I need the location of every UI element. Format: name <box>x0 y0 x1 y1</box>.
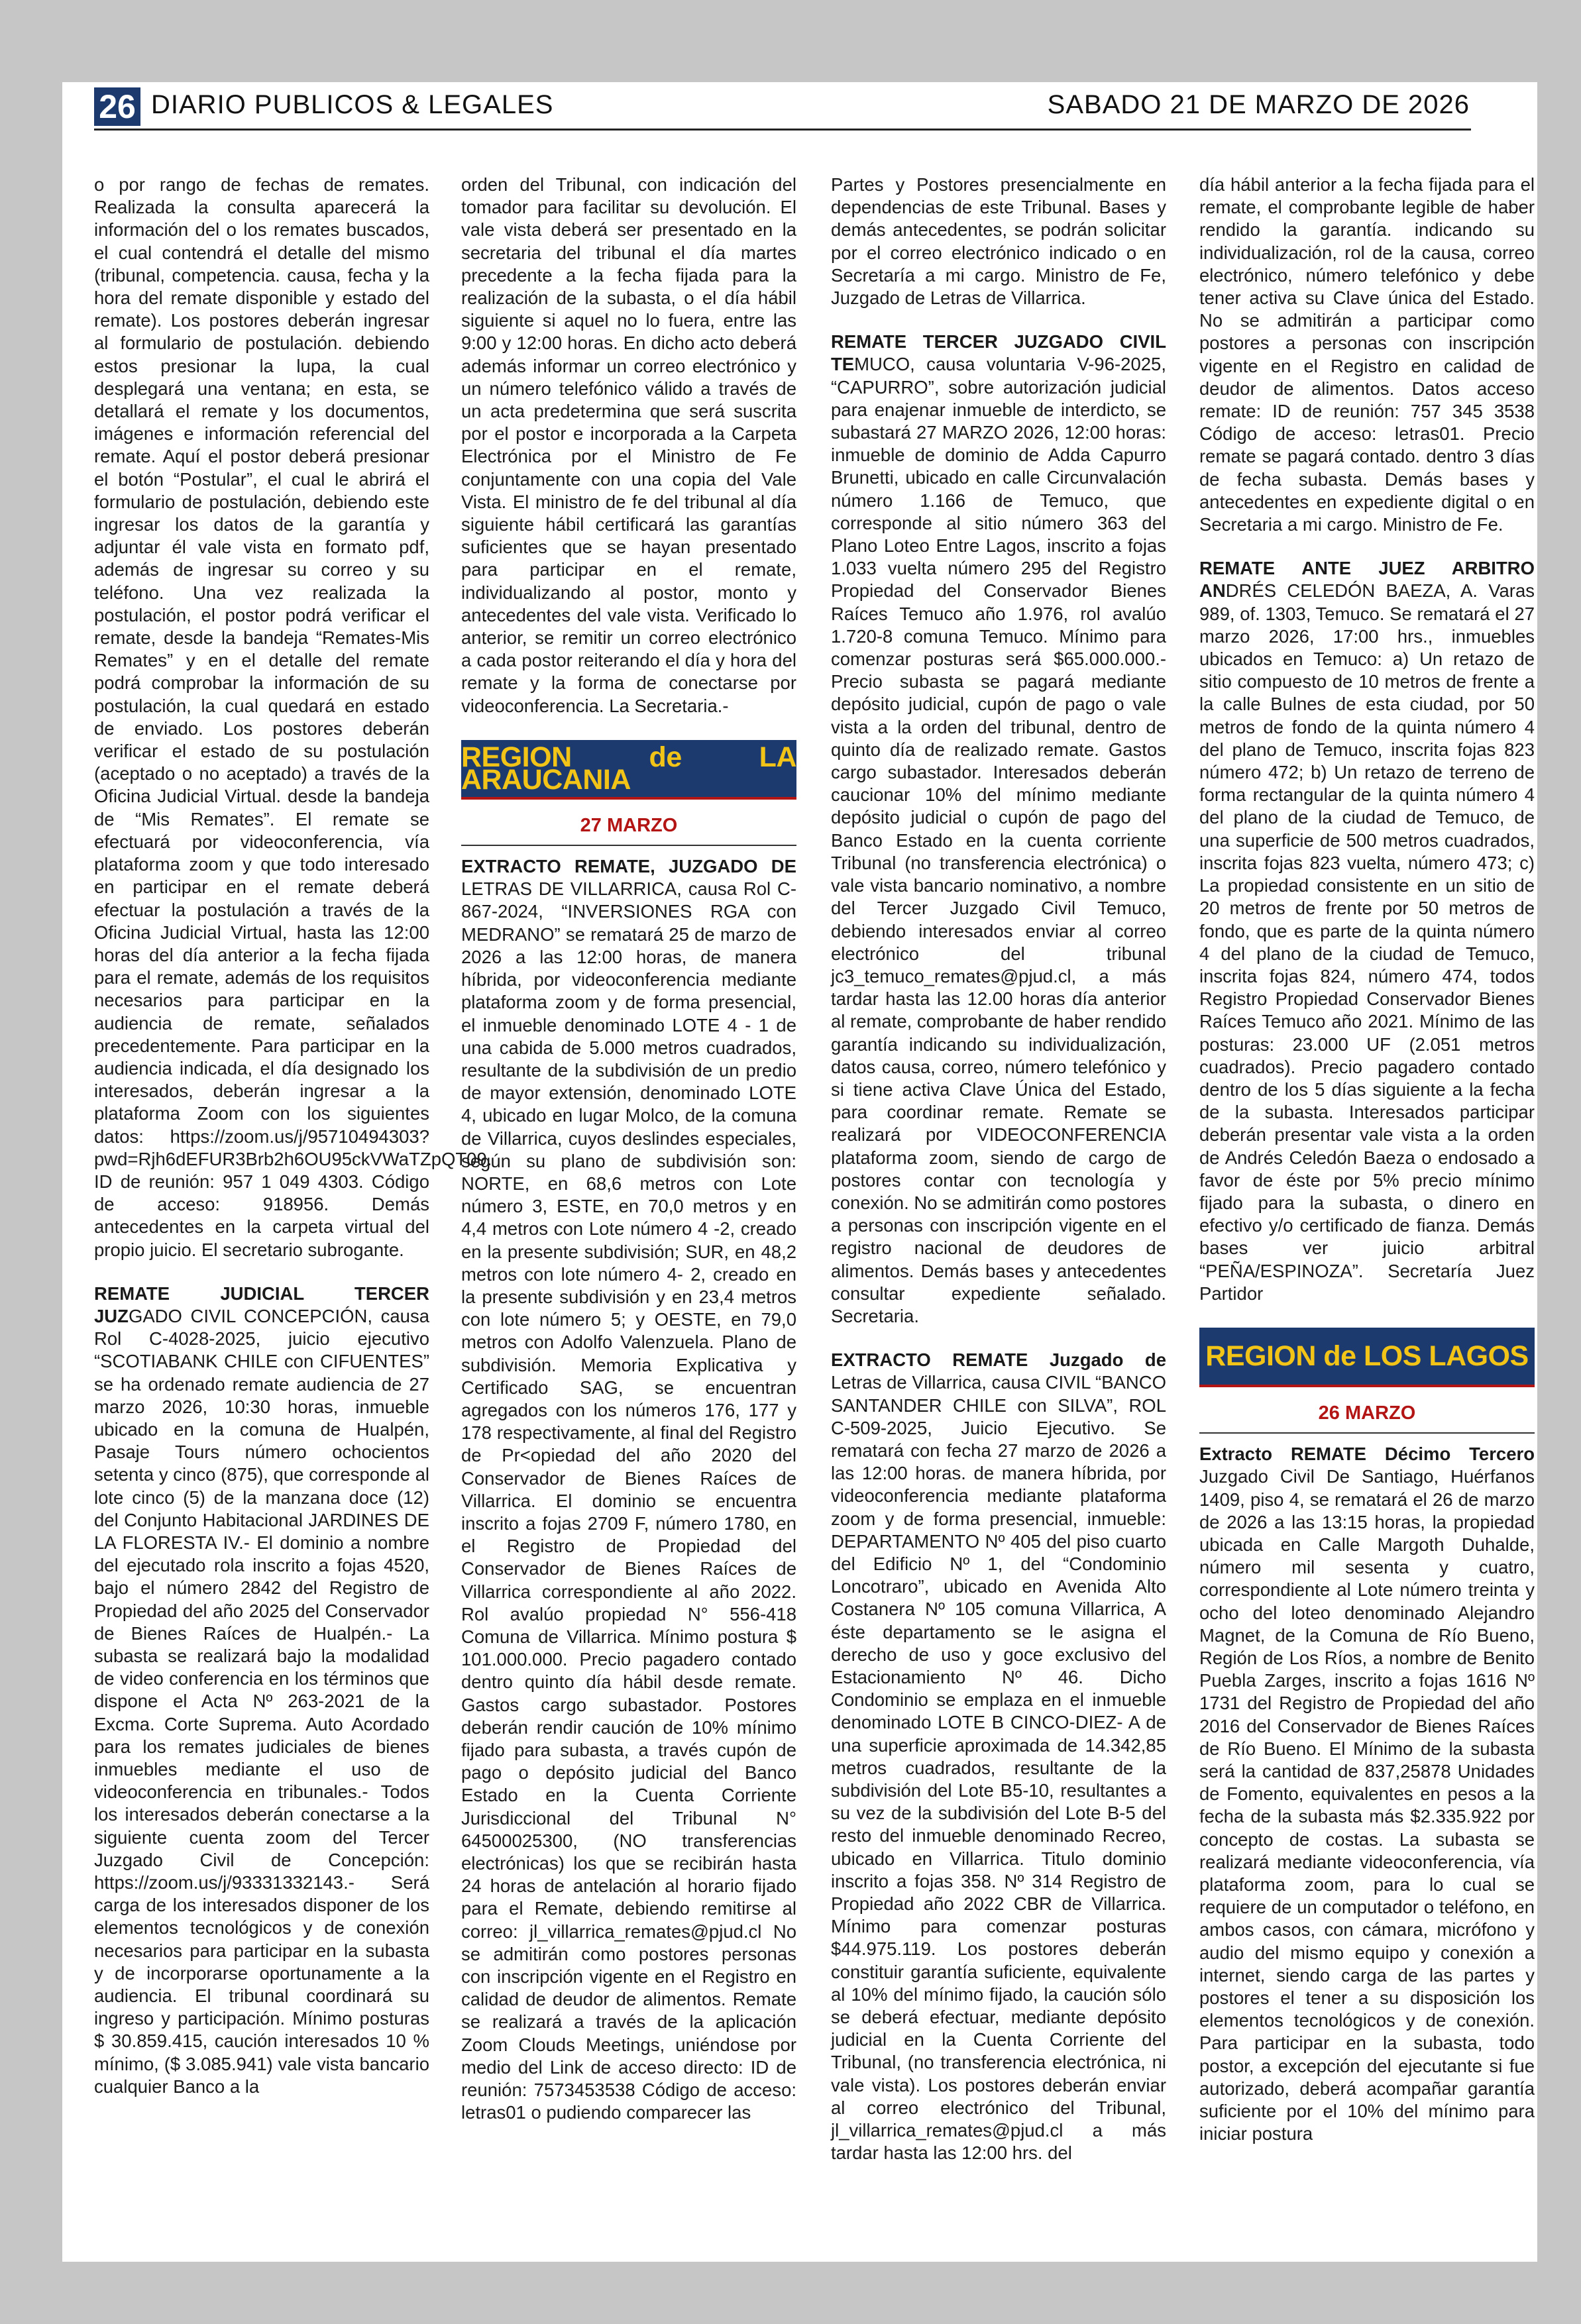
column-3 <box>831 174 1166 2254</box>
notice-continuation: o por rango de fechas de remates. Realizada la consulta aparecerá la información del o los remates buscados, el cual contendrá el detalle del mismo (tribunal, competencia. causa, fecha y la hora del remate disponible y estado del remate). Los postores deberán ingresar al formulario de postulación. debiendo estos presionar la lupa, la cual desplegará una ventana; en esta, se detallará el remate y los documentos, imágenes e información referencial del remate. Aquí el postor deberá presionar el botón “Postular”, el cual le abrirá el formulario de postulación, debiendo este ingresar los datos de la garantía y adjuntar él vale vista en formato pdf, además de ingresar su correo y su teléfono. Una vez realizada la postulación, el postor podrá verificar el remate, desde la bandeja “Remates-Mis Remates” y en el detalle del remate podrá comprobar la información de su postulación, la cual quedará en estado de enviado. Los postores deberán verificar el estado de su postulación (aceptado o no aceptado) a través de la Oficina Judicial Virtual. desde la bandeja de “Mis Remates”. El remate se efectuará por videoconferencia, vía plataforma zoom y que todo interesado en participar en el remate deberá efectuar la postulación a través de la Oficina Judicial Virtual, hasta las 12:00 horas del día anterior a la fecha fijada para el remate, además de los requisitos necesarios para participar en la audiencia de remate, señalados precedentemente. Para participar en la audiencia indicada, el día designado los interesados, deberán ingresar a la plataforma Zoom con los siguientes datos: https://zoom.us/j/95710494303?pwd=Rjh6dEFUR3Brb2h6OU95ckVWaTZpQT09. ID de reunión: 957 1 049 4303. Código de acceso: 918956. Demás antecedentes en la carpeta virtual del propio juicio. El secretario subrogante. <box>94 174 492 1260</box>
notice-lead: REMATE JUDICIAL TERCER JUZ <box>94 1283 429 1326</box>
notice-remate-villarrica <box>461 855 796 2124</box>
notice-continuation: día hábil anterior a la fecha fijada para el remate, el comprobante legible de haber rendido la garantía. indicando su individualización, rol de la causa, correo electrónico, número telefónico y debe tener activa su Clave única del Estado. No se admitirán a participar como postores a personas con inscripción vigente en el Registro en calidad de deudor de alimentos. Datos acceso remate: ID de reunión: 757 345 3538 Código de acceso: letras01. Precio remate se pagará contado. dentro 3 días de fecha subasta. Demás bases y antecedentes en expediente digital o en Secretaria a mi cargo. Ministro de Fe. <box>1199 174 1535 535</box>
notice-remate-concepcion <box>94 1283 429 2098</box>
notice-body: Juzgado Civil De Santiago, Huérfanos 1409, piso 4, se rematará el 26 de marzo de 2026 a las 13:15 horas, la propiedad ubicada en Calle Margoth Duhalde, número mil sesenta y cuatro, correspondiente al Lote número treinta y ocho del loteo denominado Alejandro Magnet, de la Comuna de Río Bueno, Región de Los Ríos, a nombre de Benito Puebla Zarges, inscrito a fojas 1616 Nº 1731 del Registro de Propiedad del año 2016 del Conservador de Bienes Raíces de Río Bueno. El Mínimo de la subasta será la cantidad de 837,25878 Unidades de Fomento, equivalentes en pesos a la fecha de la subasta más $2.335.922 por concepto de costas. La subasta se realizará mediante videoconferencia, vía plataforma zoom, para lo cual se requiere de un computador o teléfono, en ambos casos, con cámara, micrófono y audio del mismo equipo y conexión a internet, siendo carga de las partes y postores el tener a su disposición los elementos tecnológicos y de conexión. Para participar en la subasta, todo postor, a excepción del ejecutante si fue autorizado, deberá acompañar garantía suficiente por el 10% del mínimo para iniciar postura <box>1199 1466 1535 2144</box>
notice-lead: Extracto REMATE Décimo Tercero <box>1199 1444 1535 1465</box>
notice-continuation: orden del Tribunal, con indicación del tomador para facilitar su devolución. El vale vista deberá ser presentado en la secretaria del tribunal el día martes precedente a la fecha fijada para la realización de la subasta, o el día hábil siguiente si aquel no lo fuera, entre las 9:00 y 12:00 horas. En dicho acto deberá además informar un correo electrónico y un número telefónico válido a través de un acta predetermina que será suscrita por el postor e incorporada a la Carpeta Electrónica por el Ministro de Fe conjuntamente con una copia del Vale Vista. El ministro de fe del tribunal al día siguiente hábil certificará las garantías suficientes que se hayan presentado para participar en el remate, individualizando al postor, monto y antecedentes del vale vista. Verificado lo anterior, se remitir un correo electrónico a cada postor reiterando el día y hora del remate y la forma de conectarse por videoconferencia. La Secretaria.- <box>461 174 796 716</box>
notice-body: DRÉS CELEDÓN BAEZA, A. Varas 989, of. 1303, Temuco. Se rematará el 27 marzo 2026, 17:00 hrs., inmuebles ubicados en Temuco: a) Un retazo de sitio compuesto de 10 metros de frente a la calle Bulnes de esta ciudad, por 50 metros de fondo de la quinta número 4 del plano de Temuco, inscrita fojas 823 número 472; b) Un retazo de terreno de forma rectangular de la quinta número 4 del plano de la ciudad de Temuco, de una superficie de 500 metros cuadrados, inscrita fojas 823 vuelta, número 473; c) La propiedad consistente en un sitio de 20 metros de frente por 50 metros de fondo, que es parte de la quinta número 4 del plano de la ciudad de Temuco, inscrita fojas 824, número 474, todos Registro Propiedad Conservador Bienes Raíces Temuco año 2021. Mínimo de las posturas: 23.000 UF (2.051 metros cuadrados). Precio pagadero contado dentro de los 5 días siguiente a la fecha de la subasta. Interesados participar deberán presentar vale vista a la orden de Andrés Celedón Baeza o endosado a favor de éste por 5% precio mínimo fijado para la subasta, o dinero en efectivo y/o certificado de fianza. Demás bases ver juicio arbitral “PEÑA/ESPINOZA”. Secretaría Juez Partidor <box>1199 580 1535 1304</box>
notice-remate-santiago <box>1199 1443 1535 2145</box>
column-1 <box>94 174 492 2254</box>
section-date: 27 MARZO <box>461 814 796 846</box>
notice-lead: EXTRACTO REMATE Juzgado de <box>831 1349 1166 1371</box>
notice-remate-temuco <box>831 331 1166 1328</box>
notice-body: LETRAS DE VILLARRICA, causa Rol C-867-2024, “INVERSIONES RGA con MEDRANO” se rematará 25 de marzo de 2026 a las 12:00 horas, de manera híbrida, por videoconferencia mediante plataforma zoom y de forma presencial, el inmueble denominado LOTE 4 - 1 de una cabida de 5.000 metros cuadrados, resultante de la subdivisión de un predio de mayor extensión, denominado LOTE 4, ubicado en lugar Molco, de la comuna de Villarrica, cuyos deslindes especiales, según su plano de subdivisión son: NORTE, en 68,6 metros con Lote número 3, ESTE, en 70,0 metros y en 4,4 metros con Lote número 4 -2, creado en la presente subdivisión; SUR, en 48,2 metros con lote número 4- 2, creado en la presente subdivisión y en 23,4 metros con lote número 5; y OESTE, en 79,0 metros con Adolfo Valenzuela. Plano de subdivisión. Memoria Explicativa y Certificado SAG, se encuentran agregados con los números 176, 177 y 178 respectivamente, al final del Registro de Pr<opiedad del año 2020 del Conservador de Bienes Raíces de Villarrica. El dominio se encuentra inscrito a fojas 2709 F, número 1780, en el Registro de Propiedad del Conservador de Bienes Raíces de Villarrica correspondiente al año 2022. Rol avalúo propiedad N° 556-418 Comuna de Villarrica. Mínimo postura $ 101.000.000. Precio pagadero contado dentro quinto día hábil desde remate. Gastos cargo subastador. Postores deberán rendir caución de 10% mínimo fijado para subasta, a través cupón de pago o depósito judicial del Banco Estado en la Cuenta Corriente Jurisdiccional del Tribunal N° 64500025300, (NO transferencias electrónicas) los que se recibirán hasta 24 horas de antelación al horario fijado para el Remate, debiendo remitirse al correo: jl_villarrica_remates@pjud.cl No se admitirán como postores personas con inscripción vigente en el Registro en calidad de deudor de alimentos. Remate se realizará a través de la aplicación Zoom Clouds Meetings, uniéndose por medio del Link de acceso directo: ID de reunión: 7573453538 Código de acceso: letras01 o pudiendo comparecer las <box>461 878 796 2123</box>
notice-body: MUCO, causa voluntaria V-96-2025, “CAPURRO”, sobre autorización judicial para enajenar inmueble de interdicto, se subastará 27 MARZO 2026, 12:00 horas: inmueble de dominio de Adda Capurro Brunetti, ubicado en calle Circunvalación número 1.166 de Temuco, que corresponde al sitio número 363 del Plano Loteo Entre Lagos, inscrito a fojas 1.033 vuelta número 295 del Registro Propiedad del Conservador Bienes Raíces Temuco año 1.976, rol avalúo 1.720-8 comuna Temuco. Mínimo para comenzar posturas será $65.000.000.- Precio subasta se pagará mediante depósito judicial, cupón de pago o vale vista a la orden del tribunal, dentro de quinto día de realizado remate. Gastos cargo subastador. Interesados deberán caucionar 10% del mínimo mediante depósito judicial o cupón de pago del Banco Estado en la cuenta corriente Tribunal (no transferencia electrónica) o vale vista bancario nominativo, a nombre del Tercer Juzgado Civil Temuco, debiendo interesados enviar al correo electrónico del tribunal jc3_temuco_remates@pjud.cl, a más tardar hasta las 12.00 horas día anterior al remate, comprobante de haber rendido garantía indicando su individualización, datos causa, correo, número telefónico y si tiene activa Clave Única del Estado, para coordinar remate. Remate se realizará por VIDEOCONFERENCIA plataforma zoom, siendo de cargo de postores contar con tecnología y conexión. No se admitirán como postores a personas con inscripción vigente en el registro nacional de deudores de alimentos. Demás bases y antecedentes consultar expediente señalado. Secretaria. <box>831 354 1167 1326</box>
region-banner-araucania: REGION de LA ARAUCANIA <box>461 740 796 800</box>
page-number: 26 <box>94 87 140 126</box>
notice-continuation: Partes y Postores presencialmente en dependencias de este Tribunal. Bases y demás antecedentes, se podrán solicitar por el correo electrónico indicado o en Secretaría a mi cargo. Ministro de Fe, Juzgado de Letras de Villarrica. <box>831 174 1166 309</box>
notice-lead: EXTRACTO REMATE, JUZGADO DE <box>461 856 796 877</box>
notice-body: GADO CIVIL CONCEPCIÓN, causa Rol C-4028-2025, juicio ejecutivo “SCOTIABANK CHILE con CIFUENTES” se ha ordenado remate audiencia de 27 marzo 2026, 10:30 horas, inmueble ubicado en la comuna de Hualpén, Pasaje Tours número ochocientos setenta y cinco (875), que corresponde al lote cinco (5) de la manzana doce (12) del Conjunto Habitacional JARDINES DE LA FLORESTA IV.- El dominio a nombre del ejecutado rola inscrito a fojas 4520, bajo el número 2842 del Registro de Propiedad del año 2025 del Conservador de Bienes Raíces de Hualpén.- La subasta se realizará bajo la modalidad de video conferencia en los términos que dispone el Acta Nº 263-2021 de la Excma. Corte Suprema. Auto Acordado para los remates judiciales de bienes inmuebles mediante el uso de videoconferencia en tribunales.- Todos los interesados deberán conectarse a la siguiente cuenta zoom del Tercer Juzgado Civil de Concepción: https://zoom.us/j/93331332143.- Será carga de los interesados disponer de los elementos tecnológicos y de conexión necesarios para participar en la subasta y de incorporarse oportunamente a la audiencia. El tribunal coordinará su ingreso y participación. Mínimo posturas $ 30.859.415, caución interesados 10 % mínimo, ($ 3.085.941) vale vista bancario cualquier Banco a la <box>94 1305 429 2097</box>
page-header <box>62 82 1537 129</box>
header-rule <box>94 129 1471 131</box>
issue-date: SABADO 21 DE MARZO DE 2026 <box>1047 90 1470 119</box>
region-banner-los-lagos: REGION de LOS LAGOS <box>1199 1328 1535 1387</box>
column-2 <box>461 174 796 2254</box>
notice-remate-villarrica-santander <box>831 1349 1166 2164</box>
section-date: 26 MARZO <box>1199 1402 1535 1434</box>
notice-remate-arbitro <box>1199 557 1535 1305</box>
notice-lead: REMATE ANTE JUEZ ARBITRO AN <box>1199 558 1535 602</box>
publication-title: DIARIO PUBLICOS & LEGALES <box>151 90 554 119</box>
notice-lead: REMATE TERCER JUZGADO CIVIL TE <box>831 331 1166 375</box>
notice-body: Letras de Villarrica, causa CIVIL “BANCO SANTANDER CHILE con SILVA”, ROL C-509-2025, Juicio Ejecutivo. Se rematará con fecha 27 marzo de 2026 a las 12:00 horas. de manera híbrida, por videoconferencia mediante plataforma zoom y de forma presencial, inmueble: DEPARTAMENTO Nº 405 del piso cuarto del Edificio Nº 1, del “Condominio Loncotraro”, ubicado en Avenida Alto Costanera Nº 105 comuna Villarrica, A éste departamento se le asigna el derecho de uso y goce exclusivo del Estacionamiento Nº 46. Dicho Condominio se emplaza en el inmueble denominado LOTE B CINCO-DIEZ- A de una superficie aproximada de 14.342,85 metros cuadrados, resultante de la subdivisión del Lote B5-10, resultantes a su vez de la subdivisión del Lote B-5 del resto del inmueble denominado Recreo, ubicado en Villarrica. Titulo dominio inscrito a fojas 358. Nº 314 Registro de Propiedad año 2022 CBR de Villarrica. Mínimo para comenzar posturas $44.975.119. Los postores deberán constituir garantía suficiente, equivalente al 10% del mínimo fijado, la caución sólo se deberá efectuar, mediante depósito judicial en la Cuenta Corriente del Tribunal, (no transferencia electrónica, ni vale vista). Los postores deberán enviar al correo electrónico del Tribunal, jl_villarrica_remates@pjud.cl a más tardar hasta las 12:00 hrs. del <box>831 1372 1166 2164</box>
column-4 <box>1199 174 1535 2254</box>
newspaper-page <box>62 82 1537 2262</box>
